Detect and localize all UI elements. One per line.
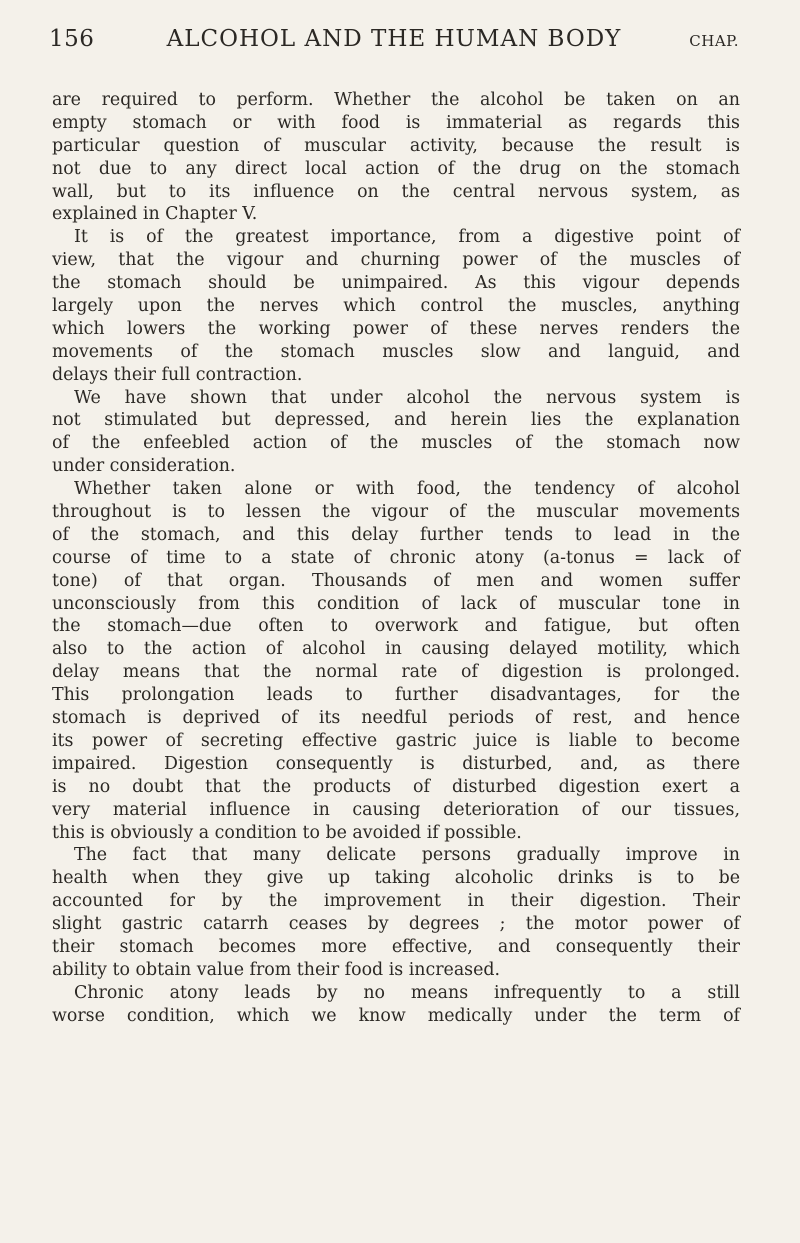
text-line: also to the action of alcohol in causing delayed motility, which bbox=[52, 639, 740, 660]
text-line: We have shown that under alcohol the nervous system is bbox=[74, 387, 740, 408]
text-line: largely upon the nerves which control the muscles, anything bbox=[52, 296, 740, 317]
text-line: particular question of muscular activity, because the result is bbox=[52, 135, 740, 156]
text-line: It is of the greatest importance, from a digestive point of bbox=[74, 227, 740, 248]
text-line: its power of secreting effective gastric juice is liable to become bbox=[52, 730, 740, 751]
text-line: throughout is to lessen the vigour of the muscular movements bbox=[52, 502, 740, 523]
text-line: worse condition, which we know medically under the term of bbox=[52, 1005, 740, 1026]
text-line: view, that the vigour and churning power of the muscles of bbox=[52, 250, 740, 271]
text-line: the stomach should be unimpaired. As this vigour depends bbox=[52, 273, 740, 294]
text-line: are required to perform. Whether the alcohol be taken on an bbox=[52, 90, 740, 110]
text-line: Chronic atony leads by no means infrequently to a still bbox=[74, 982, 740, 1003]
text-line: accounted for by the improvement in their digestion. Their bbox=[52, 891, 740, 912]
text-line: course of time to a state of chronic atony (a-tonus = lack of bbox=[52, 547, 740, 568]
text-line: this is obviously a condition to be avoided if possible. bbox=[52, 822, 522, 843]
text-line: which lowers the working power of these nerves renders the bbox=[52, 318, 740, 339]
text-line: delay means that the normal rate of digestion is prolonged. bbox=[52, 662, 740, 683]
page-number: 156 bbox=[49, 26, 95, 52]
text-line: impaired. Digestion consequently is disturbed, and, as there bbox=[52, 753, 740, 774]
text-line: is no doubt that the products of disturbed digestion exert a bbox=[52, 776, 740, 797]
body-text bbox=[52, 89, 740, 1028]
text-line: not stimulated but depressed, and herein lies the explanation bbox=[52, 410, 740, 431]
text-line: their stomach becomes more effective, and consequently their bbox=[52, 936, 740, 957]
text-line: ability to obtain value from their food is increased. bbox=[52, 959, 501, 980]
text-line: health when they give up taking alcoholic drinks is to be bbox=[52, 868, 740, 889]
text-line: empty stomach or with food is immaterial as regards this bbox=[52, 112, 740, 133]
text-line: Whether taken alone or with food, the tendency of alcohol bbox=[74, 479, 740, 500]
page-header bbox=[49, 26, 739, 60]
text-line: The fact that many delicate persons gradually improve in bbox=[74, 845, 740, 866]
chapter-marker: CHAP. bbox=[689, 32, 739, 50]
text-line: of the enfeebled action of the muscles of the stomach now bbox=[52, 433, 740, 454]
text-line: of the stomach, and this delay further tends to lead in the bbox=[52, 524, 740, 545]
text-line: movements of the stomach muscles slow and languid, and bbox=[52, 341, 740, 362]
running-title: ALCOHOL AND THE HUMAN BODY bbox=[166, 26, 622, 52]
text-line: explained in Chapter V. bbox=[52, 204, 258, 225]
text-line: tone) of that organ. Thousands of men and women suffer bbox=[52, 570, 740, 591]
text-line: slight gastric catarrh ceases by degrees ; the motor power of bbox=[52, 914, 740, 935]
text-line: stomach is deprived of its needful periods of rest, and hence bbox=[52, 708, 740, 729]
text-line: not due to any direct local action of the drug on the stomach bbox=[52, 158, 740, 179]
text-line: unconsciously from this condition of lack of muscular tone in bbox=[52, 593, 740, 614]
text-line: This prolongation leads to further disadvantages, for the bbox=[52, 685, 740, 706]
text-line: the stomach—due often to overwork and fatigue, but often bbox=[52, 616, 740, 637]
text-line: under consideration. bbox=[52, 456, 236, 477]
text-line: very material influence in causing deterioration of our tissues, bbox=[52, 799, 740, 820]
text-line: wall, but to its influence on the central nervous system, as bbox=[52, 181, 740, 202]
text-line: delays their full contraction. bbox=[52, 364, 303, 385]
